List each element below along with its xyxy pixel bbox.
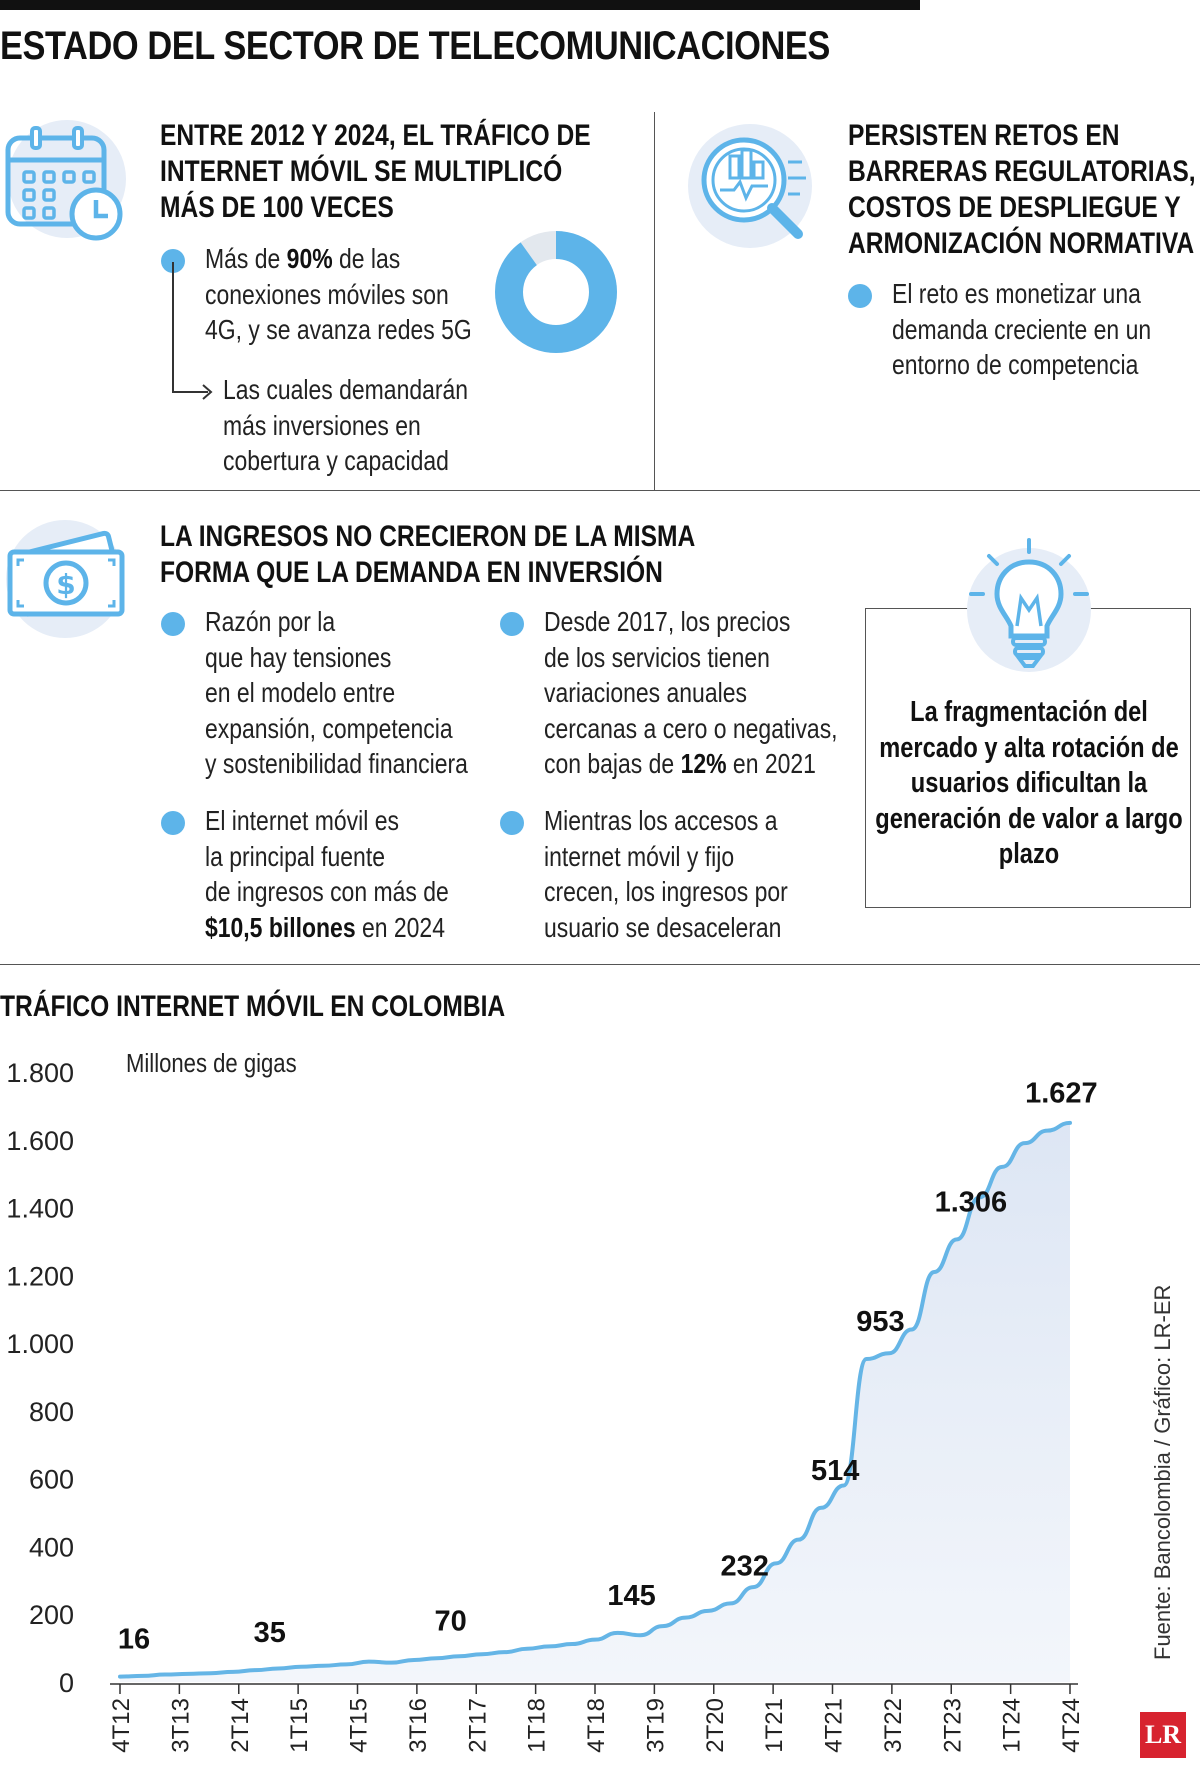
tree-connector bbox=[172, 262, 174, 392]
callout-text: La fragmentación del mercado y alta rotación de usuarios dificultan la generación de valor a largo plazo bbox=[875, 696, 1183, 870]
y-tick-label: 1.800 bbox=[6, 1058, 74, 1088]
x-tick-label: 1T18 bbox=[523, 1698, 551, 1753]
x-tick-label: 2T23 bbox=[939, 1698, 967, 1753]
data-label: 953 bbox=[856, 1306, 905, 1339]
x-tick-label: 3T22 bbox=[879, 1698, 907, 1753]
divider-vertical bbox=[654, 112, 655, 490]
chart-title: TRÁFICO INTERNET MÓVIL EN COLOMBIA bbox=[0, 990, 506, 1023]
calendar-icon bbox=[4, 124, 128, 248]
data-label: 35 bbox=[253, 1617, 286, 1650]
y-tick-label: 200 bbox=[28, 1600, 74, 1631]
section1-bullet1: Más de 90% de las conexiones móviles son 4G, y se avanza redes 5G bbox=[205, 243, 472, 345]
top-bar bbox=[0, 0, 920, 10]
data-label: 514 bbox=[810, 1454, 860, 1487]
bullet-marker bbox=[500, 612, 524, 636]
x-tick-label: 4T24 bbox=[1058, 1698, 1085, 1753]
section1-sub: Las cuales demandarán más inversiones en cobertura y capacidad bbox=[223, 374, 469, 476]
source-credit: Fuente: Bancolombia / Gráfico: LR-ER bbox=[1150, 1284, 1175, 1660]
donut-chart bbox=[494, 230, 618, 354]
lightbulb-icon bbox=[957, 536, 1101, 676]
donut-arc bbox=[509, 245, 603, 339]
data-label: 1.306 bbox=[934, 1186, 1008, 1219]
area-fill bbox=[117, 1123, 1070, 1682]
section3-bullet4: Mientras los accesos a internet móvil y fijo crecen, los ingresos por usuario se desaceleran bbox=[544, 805, 788, 943]
x-tick-label: 1T24 bbox=[998, 1698, 1026, 1753]
x-tick-label: 2T20 bbox=[701, 1698, 729, 1753]
data-label: 145 bbox=[607, 1579, 656, 1612]
bullet-marker bbox=[161, 612, 185, 636]
x-tick-label: 4T21 bbox=[820, 1698, 848, 1753]
x-tick-label: 2T17 bbox=[464, 1698, 492, 1753]
money-icon bbox=[4, 526, 128, 636]
section3-bullet2: El internet móvil es la principal fuente de ingresos con más de $10,5 billones en 2024 bbox=[205, 805, 449, 943]
y-tick-label: 1.000 bbox=[6, 1329, 74, 1360]
x-tick-label: 1T15 bbox=[286, 1698, 314, 1753]
bullet-marker bbox=[161, 811, 185, 835]
x-tick-label: 3T19 bbox=[642, 1698, 670, 1753]
y-tick-label: 800 bbox=[28, 1396, 74, 1427]
section3-bullet3: Desde 2017, los precios de los servicios tienen variaciones anuales cercanas a cero o negativas, con bajas de 12% en 2021 bbox=[544, 606, 838, 779]
x-tick-label: 3T16 bbox=[404, 1698, 432, 1753]
bullet-marker bbox=[848, 284, 872, 308]
x-tick-label: 4T12 bbox=[108, 1698, 135, 1753]
x-tick-label: 3T13 bbox=[167, 1698, 195, 1753]
y-axis-label: Millones de gigas bbox=[126, 1049, 297, 1079]
x-tick-label: 2T14 bbox=[226, 1698, 254, 1753]
y-tick-label: 1.400 bbox=[6, 1193, 74, 1224]
data-label: 70 bbox=[434, 1605, 467, 1638]
bullet-marker bbox=[500, 811, 524, 835]
x-tick-label: 1T21 bbox=[761, 1698, 789, 1753]
data-label: 16 bbox=[117, 1623, 151, 1656]
y-tick-label: 600 bbox=[28, 1464, 74, 1495]
section2-heading: PERSISTEN RETOS EN BARRERAS REGULATORIAS, COSTOS DE DESPLIEGUE Y ARMONIZACIÓN NORMATIVA bbox=[848, 119, 1196, 260]
x-tick-label: 4T18 bbox=[583, 1698, 610, 1753]
divider-horizontal bbox=[0, 490, 1200, 491]
line-chart bbox=[0, 1040, 1100, 1760]
analytics-search-icon bbox=[686, 122, 814, 250]
svg-text:$: $ bbox=[56, 568, 76, 601]
lr-logo: LR bbox=[1140, 1712, 1186, 1758]
section3-bullet1: Razón por la que hay tensiones en el modelo entre expansión, competencia y sostenibilidad financiera bbox=[205, 606, 468, 779]
data-label: 1.627 bbox=[1025, 1077, 1098, 1110]
section3-heading: LA INGRESOS NO CRECIERON DE LA MISMA FORMA QUE LA DEMANDA EN INVERSIÓN bbox=[160, 520, 696, 589]
arrow-right-icon bbox=[200, 383, 214, 401]
y-tick-label: 1.600 bbox=[6, 1125, 74, 1156]
section2-bullet: El reto es monetizar una demanda creciente en un entorno de competencia bbox=[892, 278, 1152, 380]
x-tick-label: 4T15 bbox=[345, 1698, 373, 1753]
page-title: ESTADO DEL SECTOR DE TELECOMUNICACIONES bbox=[0, 24, 830, 68]
y-tick-label: 400 bbox=[28, 1532, 74, 1563]
divider-horizontal bbox=[0, 964, 1200, 965]
y-tick-label: 1.200 bbox=[6, 1261, 74, 1292]
data-label: 232 bbox=[720, 1550, 769, 1583]
y-tick-label: 0 bbox=[58, 1668, 74, 1698]
section1-heading: ENTRE 2012 Y 2024, EL TRÁFICO DE INTERNET MÓVIL SE MULTIPLICÓ MÁS DE 100 VECES bbox=[160, 119, 591, 224]
